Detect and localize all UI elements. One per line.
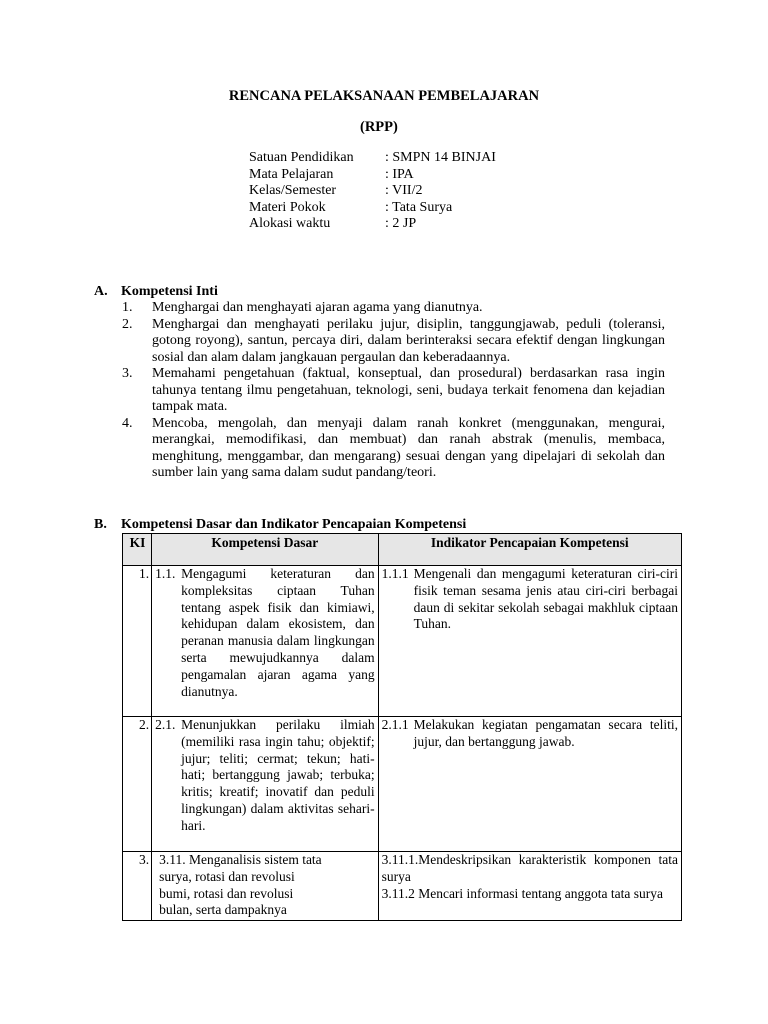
list-number: 3. [122, 366, 133, 381]
indicator-entry: 3.11.2 Mencari informasi tentang anggota tata surya [381, 885, 663, 901]
list-text: Memahami pengetahuan (faktual, konseptual, dan prosedural) berdasarkan rasa ingin tahunya tentang ilmu pengetahuan, teknologi, seni, budaya terkait fenomena dan kejadian tampak mata. [152, 366, 665, 414]
list-text: Menghargai dan menghayati ajaran agama yang dianutnya. [152, 300, 483, 315]
info-row-class [249, 183, 496, 200]
indicator-code: 1.1.1 [381, 566, 409, 581]
kd-code: 2.1. [155, 717, 176, 732]
info-label: Kelas/Semester [249, 183, 337, 198]
indicator-code: 2.1.1 [381, 717, 409, 732]
info-label: Satuan Pendidikan [249, 150, 354, 165]
info-value: : 2 JP [385, 216, 417, 231]
kompetensi-inti-list [122, 300, 665, 482]
section-letter: B. [94, 517, 107, 532]
indicator-entry [382, 566, 678, 633]
list-item [122, 416, 665, 482]
info-row-school [249, 150, 496, 167]
table-row [123, 566, 682, 717]
kd-entry [155, 717, 375, 835]
cell-ki: 2. [123, 717, 152, 852]
info-value: : Tata Surya [385, 199, 453, 215]
info-row-subject [249, 167, 496, 184]
list-number: 2. [122, 316, 133, 332]
indicator-entry [382, 717, 678, 751]
list-item [122, 366, 665, 416]
info-value: : IPA [385, 166, 414, 182]
document-title: RENCANA PELAKSANAAN PEMBELAJARAN [228, 88, 540, 104]
info-label: Alokasi waktu [249, 216, 331, 231]
info-value: : VII/2 [385, 183, 423, 198]
indicator-text: Mengenali dan mengagumi keteraturan ciri-ciri fisik teman sesama jenis atau ciri-ciri berbagai daun di sekitar sekolah sebagai makhluk ciptaan Tuhan. [413, 566, 678, 632]
section-title: Kompetensi Dasar dan Indikator Pencapaian Kompetensi [121, 517, 467, 532]
cell-kd [152, 717, 379, 852]
kd-text: Mengagumi keteraturan dan kompleksitas ciptaan Tuhan tentang aspek fisik dan kimiawi, kehidupan dalam ekosistem, dan peranan manusia dalam lingkungan serta mewujudkannya dalam pengamalan ajaran agama yang dianutnya. [181, 566, 375, 699]
table-header-row [123, 534, 682, 566]
list-text: Menghargai dan menghayati perilaku jujur, disiplin, tanggungjawab, peduli (toleransi, gotong royong), santun, percaya diri, dalam berinteraksi secara efektif dengan lingkungan sosial dan alam dalam jangkauan pergaulan dan keberadaannya. [152, 316, 665, 365]
list-item [122, 300, 665, 317]
competency-table [122, 533, 682, 921]
list-text: Mencoba, mengolah, dan menyaji dalam ranah konkret (menggunakan, mengurai, merangkai, memodifikasi, dan membuat) dan ranah abstrak (menulis, membaca, menghitung, menggambar, dan mengarang) sesuai dengan yang dipelajari di sekolah dan sumber lain yang sama dalam sudut pandang/teori. [152, 415, 665, 480]
section-title: Kompetensi Inti [121, 284, 218, 299]
kd-entry [155, 566, 375, 700]
info-row-topic [249, 200, 496, 217]
table-row [123, 852, 682, 921]
section-letter: A. [94, 284, 108, 299]
indicator-entry: 3.11.1.Mendeskripsikan karakteristik komponen tata surya [381, 852, 678, 884]
info-row-time [249, 216, 496, 233]
kd-line: bulan, serta dampaknya [159, 902, 287, 918]
kd-code: 1.1. [155, 566, 176, 581]
cell-kd [152, 566, 379, 717]
info-label: Mata Pelajaran [249, 166, 334, 182]
cell-ki: 1. [123, 566, 152, 717]
info-label: Materi Pokok [249, 199, 326, 215]
header-kd: Kompetensi Dasar [152, 534, 379, 566]
table-row [123, 717, 682, 852]
list-item [122, 317, 665, 367]
cell-indicator [378, 566, 681, 717]
info-value: : SMPN 14 BINJAI [385, 150, 496, 165]
cell-kd [152, 852, 379, 921]
kd-text: Menunjukkan perilaku ilmiah (memiliki rasa ingin tahu; objektif; jujur; teliti; cermat; tekun; hati-hati; bertanggung jawab; terbuka; kritis; kreatif; inovatif dan peduli lingkungan) dalam aktivitas sehari-hari. [181, 717, 375, 833]
cell-ki: 3. [123, 852, 152, 921]
cell-indicator [378, 717, 681, 852]
list-number: 1. [122, 300, 133, 315]
kd-line: surya, rotasi dan revolusi [159, 868, 295, 884]
header-indicator: Indikator Pencapaian Kompetensi [378, 534, 681, 566]
kd-line: bumi, rotasi dan revolusi [159, 885, 294, 901]
document-subtitle: (RPP) [360, 119, 398, 135]
indicator-text: Melakukan kegiatan pengamatan secara teliti, jujur, dan bertanggung jawab. [413, 717, 678, 749]
cell-indicator [378, 852, 681, 921]
kd-line: 3.11. Menganalisis sistem tata [159, 852, 322, 867]
header-ki: KI [123, 534, 152, 566]
list-number: 4. [122, 415, 133, 431]
identity-block [249, 150, 496, 233]
